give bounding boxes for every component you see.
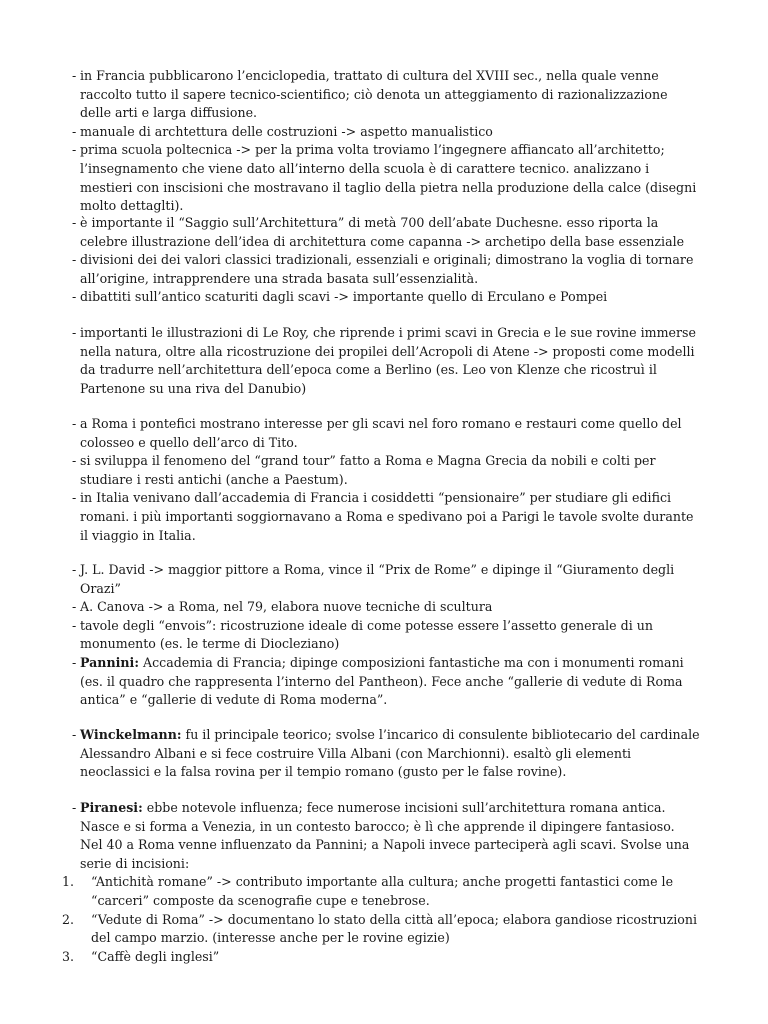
bullet-dash: - xyxy=(72,215,77,230)
item-text: dibattiti sull’antico scaturiti dagli scavi -> importante quello di Erculano e Pompei xyxy=(80,289,608,305)
list-item xyxy=(0,617,700,654)
bullet-dash: - xyxy=(72,325,77,340)
numbered-item xyxy=(0,948,700,967)
item-text: J. L. David -> maggior pittore a Roma, vince il “Prix de Rome” e dipinge il “Giuramento degli Orazi” xyxy=(80,562,675,596)
item-number: 2. xyxy=(62,911,75,927)
list-item xyxy=(0,123,700,142)
section-pannini xyxy=(0,654,768,710)
bullet-dash: - xyxy=(72,562,77,577)
list-item xyxy=(0,561,700,598)
item-text: tavole degli “envois”: ricostruzione ideale di come potesse essere l’assetto generale di un monumento (es. le terme di Diocleziano) xyxy=(80,617,653,652)
item-text: divisioni dei dei valori classici tradizionali, essenziali e originali; dimostrano la voglia di tornare all’origine, intrapprendere una strada basata sull’essenzialità. xyxy=(80,252,694,286)
list-item xyxy=(0,799,700,873)
name-pannini: Pannini: xyxy=(80,655,139,670)
bullet-dash: - xyxy=(72,252,77,268)
item-text: manuale di archtettura delle costruzioni -> aspetto manualistico xyxy=(80,123,493,139)
item-text: in Italia venivano dall’accademia di Francia i cosiddetti “pensionaire” per studiare gli edifici romani. i più importanti soggiornavano a Roma e spedivano poi a Parigi le tavole svolte durante il viaggio in Italia. xyxy=(80,490,694,543)
item-text: fu il principale teorico; svolse l’incarico di consulente bibliotecario del cardinale Alessandro Albani e si fece costruire Villa Albani (con Marchionni). esaltò gli elementi neoclassici e la falsa rovina per il tempio romano (gusto per le false rovine). xyxy=(80,727,700,780)
bullet-dash: - xyxy=(72,123,77,139)
section-piranesi xyxy=(0,799,768,966)
bullet-dash: - xyxy=(72,599,77,615)
bullet-dash: - xyxy=(72,453,77,469)
item-text: prima scuola poltecnica -> per la prima volta troviamo l’ingegnere affiancato all’architetto; l’insegnamento che viene dato all’interno della scuola è di carattere tecnico. analizzano i mestieri con inscisioni che mostravano il taglio della pietra nella produzione della calce (disegni molto dettaglti). xyxy=(80,142,697,214)
item-text: è importante il “Saggio sull’Architettura” di metà 700 dell’abate Duchesne. esso riporta la celebre illustrazione dell’idea di architettura come capanna -> archetipo della base essenziale xyxy=(80,215,685,249)
item-text: a Roma i pontefici mostrano interesse per gli scavi nel foro romano e restauri come quello del colosseo e quello dell’arco di Tito. xyxy=(80,416,682,450)
list-item xyxy=(0,415,700,452)
list-item xyxy=(0,214,700,251)
list-item xyxy=(0,654,700,710)
section-saggio xyxy=(0,214,768,307)
numbered-item xyxy=(0,873,700,910)
list-item xyxy=(0,141,700,215)
item-text: ebbe notevole influenza; fece numerose incisioni sull’architettura romana antica. Nasce e si forma a Venezia, in un contesto barocco; è lì che apprende il dipingere fantasioso. Nel 40 a Roma venne influenzato da Pannini; a Napoli invece parteciperà agli scavi. Svolse una serie di incisioni: xyxy=(80,800,690,871)
bullet-dash: - xyxy=(72,142,77,158)
list-item xyxy=(0,489,700,545)
section-winckelmann xyxy=(0,726,768,782)
bullet-dash: - xyxy=(72,727,77,742)
list-item xyxy=(0,726,700,782)
item-text: si sviluppa il fenomeno del “grand tour” fatto a Roma e Magna Grecia da nobili e colti per studiare i resti antichi (anche a Paestum). xyxy=(80,453,656,487)
item-text: in Francia pubblicarono l’enciclopedia, trattato di cultura del XVIII sec., nella quale venne raccolto tutto il sapere tecnico-scientifico; ciò denota un atteggiamento di razionalizzazione delle arti e larga diffusione. xyxy=(80,68,668,121)
name-piranesi: Piranesi: xyxy=(80,800,143,815)
bullet-dash: - xyxy=(72,416,77,431)
bullet-dash: - xyxy=(72,655,77,670)
item-text: Accademia di Francia; dipinge composizioni fantastiche ma con i monumenti romani (es. il quadro che rappresenta l’interno del Pantheon). Fece anche “gallerie di vedute di Roma antica” e “gallerie di vedute di Roma moderna”. xyxy=(80,655,684,708)
item-text: A. Canova -> a Roma, nel 79, elabora nuove tecniche di scultura xyxy=(80,599,493,615)
item-text: “Vedute di Roma” -> documentano lo stato della città all’epoca; elabora gandiose ricostruzioni del campo marzio. (interesse anche per le rovine egizie) xyxy=(91,911,698,946)
list-item xyxy=(0,452,700,489)
section-enciclopedia xyxy=(0,67,768,216)
list-item xyxy=(0,251,700,288)
item-text: importanti le illustrazioni di Le Roy, che riprende i primi scavi in Grecia e le sue rovine immerse nella natura, oltre alla ricostruzione dei propilei dell’Acropoli di Atene -> proposti come modelli da tradurre nell’architettura dell’epoca come a Berlino (es. Leo von Klenze che ricostruì il Partenone su una riva del Danubio) xyxy=(80,325,696,396)
section-artisti xyxy=(0,561,768,654)
bullet-dash: - xyxy=(72,68,77,83)
bullet-dash: - xyxy=(72,800,77,815)
bullet-dash: - xyxy=(72,289,77,305)
item-number: 3. xyxy=(62,948,75,964)
numbered-item xyxy=(0,911,700,948)
item-text: “Antichità romane” -> contributo importante alla cultura; anche progetti fantastici come le “carceri” composte da scenografie cupe e tenebrose. xyxy=(91,874,674,908)
section-le-roy xyxy=(0,324,768,398)
item-text: “Caffè degli inglesi” xyxy=(91,948,220,964)
list-item xyxy=(0,324,700,398)
list-item xyxy=(0,288,700,307)
list-item xyxy=(0,67,700,123)
name-winckelmann: Winckelmann: xyxy=(80,727,182,742)
bullet-dash: - xyxy=(72,490,77,506)
bullet-dash: - xyxy=(72,617,77,633)
section-roma-scavi xyxy=(0,415,768,545)
list-item xyxy=(0,598,700,617)
item-number: 1. xyxy=(62,874,75,890)
